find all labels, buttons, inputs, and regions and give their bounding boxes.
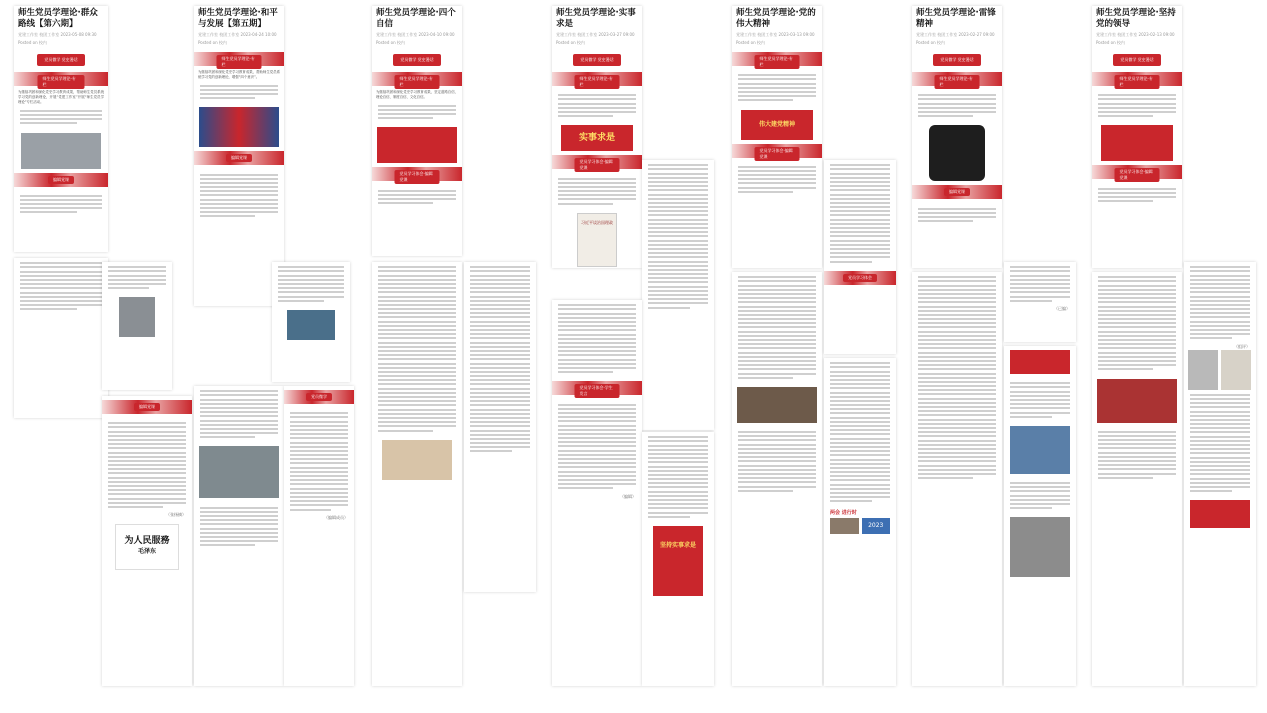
- intro-paragraph: 为继续巩固和深化党史学习教育成果，帮助师生党员系统学习党的创新理论，增强“四个意识”。: [198, 70, 280, 80]
- body-text: [194, 169, 284, 221]
- article-card-continued[interactable]: [14, 258, 108, 418]
- article-card-continued[interactable]: [1092, 272, 1182, 686]
- body-text: [912, 203, 1002, 226]
- article-card-continued[interactable]: [732, 272, 822, 686]
- body-text: [1184, 262, 1256, 344]
- side-column: [1004, 262, 1076, 342]
- red-hall-photo: [1097, 379, 1177, 423]
- section-ribbon: 党员微学 党史漫话: [37, 54, 85, 66]
- body-text: [912, 272, 1002, 483]
- article-sub: Posted on 校内: [736, 40, 765, 45]
- body-text: [102, 262, 172, 293]
- side-column: [102, 262, 172, 390]
- body-text: [14, 191, 108, 218]
- article-card[interactable]: [912, 6, 1002, 268]
- body-text: [732, 427, 822, 496]
- body-text: [552, 173, 642, 209]
- article-title: 师生党员学理论·四个自信: [376, 8, 456, 29]
- article-title: 师生党员学理论·群众路线【第六期】: [18, 8, 98, 29]
- body-text: [194, 386, 284, 442]
- body-text: [194, 80, 284, 103]
- article-card[interactable]: [1092, 6, 1182, 268]
- section-band: 党员微学: [284, 390, 354, 404]
- body-text: [732, 272, 822, 383]
- body-text: [912, 90, 1002, 121]
- article-sub: Posted on 校内: [916, 40, 945, 45]
- article-card[interactable]: [732, 6, 822, 268]
- side-column: [272, 262, 350, 382]
- body-text: [732, 70, 822, 106]
- article-card[interactable]: [372, 6, 462, 256]
- body-text: [1004, 262, 1076, 306]
- body-text: [372, 185, 462, 208]
- body-text: [272, 262, 350, 306]
- section-ribbon: 党员微学 党史漫话: [393, 54, 441, 66]
- side-column: [1184, 262, 1256, 686]
- body-text: [1004, 478, 1076, 514]
- book-photo: [1221, 350, 1251, 390]
- end-note: （编辑成员）: [324, 514, 348, 520]
- body-text: [552, 399, 642, 493]
- flags-photo: [199, 107, 279, 147]
- calligraphy-text: 为人民服務: [124, 536, 170, 547]
- section-ribbon: 党员微学 党史漫话: [1113, 54, 1161, 66]
- article-meta: 党建工作室 校团工作室 2023-03-13 09:00: [736, 32, 815, 37]
- section-band: 师生党员学理论·专栏: [912, 72, 1002, 86]
- article-meta: 党建工作室 校团工作室 2023-05-08 09:30: [18, 32, 97, 37]
- side-column: [1004, 346, 1076, 686]
- section-ribbon: 党员微学 党史漫话: [573, 54, 621, 66]
- sculpture-photo: [199, 446, 279, 498]
- intro-paragraph: 为继续巩固和深化党史学习教育成果，帮助师生党员系统学习党的创新理论，开展“党建工作室”开展“师生党员学理论”专栏活动。: [18, 90, 104, 105]
- year-badge: 2023: [862, 518, 891, 534]
- meeting-photo: [830, 518, 859, 534]
- poster-image: 坚持实事求是: [653, 526, 703, 596]
- section-band: 师生党员学理论·专栏: [14, 72, 108, 86]
- article-card[interactable]: [194, 6, 284, 306]
- book-cover: 习近平谈治国理政: [577, 213, 617, 267]
- body-text: [732, 162, 822, 198]
- article-title: 师生党员学理论·实事求是: [556, 8, 636, 29]
- body-text: [464, 262, 536, 457]
- body-text: [642, 432, 714, 522]
- section-band: 编辑党课: [194, 151, 284, 165]
- side-column: [824, 160, 896, 354]
- body-text: [1092, 427, 1182, 483]
- side-column: [284, 386, 354, 686]
- side-column: [642, 432, 714, 686]
- section-band: 编辑党课: [102, 400, 192, 414]
- article-card[interactable]: [552, 6, 642, 268]
- article-meta: 党建工作室 校团工作室 2023-02-13 09:00: [1096, 32, 1175, 37]
- body-text: [1184, 390, 1256, 497]
- section-band: 编辑党课: [14, 173, 108, 187]
- article-card-bottom[interactable]: [194, 386, 284, 686]
- section-band: 党员学习体会: [824, 271, 896, 285]
- section-band: 师生党员学理论·专栏: [1092, 72, 1182, 86]
- end-note: （组评）: [1234, 343, 1250, 349]
- end-note: （张扬摘）: [166, 512, 186, 518]
- body-text: [372, 100, 462, 123]
- section-band: 党员学习体会·编辑党课: [1092, 165, 1182, 179]
- article-sub: Posted on 校内: [1096, 40, 1125, 45]
- side-column: [464, 262, 536, 592]
- body-text: [1092, 272, 1182, 375]
- calligraphy-image: [115, 524, 179, 570]
- article-card-continued[interactable]: [372, 262, 462, 686]
- article-sub: Posted on 校内: [556, 40, 585, 45]
- wall-photo: [737, 387, 817, 423]
- body-text: [102, 418, 192, 512]
- body-text: [552, 90, 642, 121]
- section-band: 师生党员学理论·专栏: [194, 52, 284, 66]
- body-text: [824, 160, 896, 267]
- body-text: [1092, 183, 1182, 206]
- end-note: （已编）: [1054, 305, 1070, 311]
- body-text: [194, 502, 284, 550]
- memorial-photo: [1190, 500, 1250, 528]
- medical-photo: [1010, 517, 1070, 577]
- article-meta: 党建工作室 校团工作室 2023-04-10 09:00: [376, 32, 455, 37]
- book-photo: [119, 297, 155, 337]
- article-meta: 党建工作室 校团工作室 2023-02-27 09:00: [916, 32, 995, 37]
- section-ribbon: 党员微学 党史漫话: [933, 54, 981, 66]
- party-banner-photo: [1101, 125, 1173, 161]
- article-card[interactable]: [14, 6, 108, 252]
- article-card-continued[interactable]: [912, 272, 1002, 686]
- article-meta: 党建工作室 校团工作室 2023-03-27 09:00: [556, 32, 635, 37]
- body-text: [1092, 90, 1182, 121]
- body-text: [824, 358, 896, 507]
- article-meta: 党建工作室 校团工作室 2023-04-24 10:00: [198, 32, 277, 37]
- intro-paragraph: 为继续巩固和深化党史学习教育成果，坚定道路自信、理论自信、制度自信、文化自信。: [376, 90, 458, 100]
- section-band: 编辑党课: [912, 185, 1002, 199]
- article-sub: Posted on 校内: [376, 40, 405, 45]
- article-sub: Posted on 校内: [18, 40, 47, 45]
- section-band: 党员学习体会·编辑党课: [372, 167, 462, 181]
- body-text: [372, 262, 462, 436]
- article-title: 师生党员学理论·雷锋精神: [916, 8, 996, 29]
- banner-image: 伟大建党精神: [741, 110, 813, 140]
- side-column: [642, 160, 714, 430]
- article-title: 师生党员学理论·党的伟大精神: [736, 8, 816, 29]
- calligraphy-signature: 毛泽东: [137, 548, 156, 556]
- two-sessions-logo: 两会 进行时: [830, 509, 857, 516]
- lei-feng-portrait: [929, 125, 985, 181]
- body-text: [1004, 378, 1076, 422]
- section-band: 师生党员学理论·专栏: [372, 72, 462, 86]
- party-banner-photo: [377, 127, 457, 163]
- volunteers-photo: [1010, 426, 1070, 474]
- sign-photo: [287, 310, 335, 340]
- section-sticker: [1010, 350, 1070, 374]
- article-card-bottom[interactable]: [102, 396, 192, 686]
- group-photo: [382, 440, 452, 480]
- body-text: [552, 300, 642, 377]
- body-text: [284, 408, 354, 515]
- people-photo: [21, 133, 101, 169]
- end-note: （编辑）: [620, 493, 636, 499]
- article-sub: Posted on 校内: [198, 40, 227, 45]
- body-text: [14, 258, 108, 314]
- body-text: [14, 106, 108, 129]
- article-card-bottom[interactable]: [552, 300, 642, 686]
- article-title: 师生党员学理论·坚持党的领导: [1096, 8, 1176, 29]
- section-band: 师生党员学理论·专栏: [552, 72, 642, 86]
- section-band: 党员学习体会·学生发言: [552, 381, 642, 395]
- side-column: [824, 358, 896, 686]
- banner-image: 实事求是: [561, 125, 633, 151]
- section-band: 党员学习体会·编辑党课: [732, 144, 822, 158]
- body-text: [642, 160, 714, 313]
- section-band: 师生党员学理论·专栏: [732, 52, 822, 66]
- book-photo: [1188, 350, 1218, 390]
- section-band: 党员学习体会·编辑党课: [552, 155, 642, 169]
- article-title: 师生党员学理论·和平与发展【第五期】: [198, 8, 278, 29]
